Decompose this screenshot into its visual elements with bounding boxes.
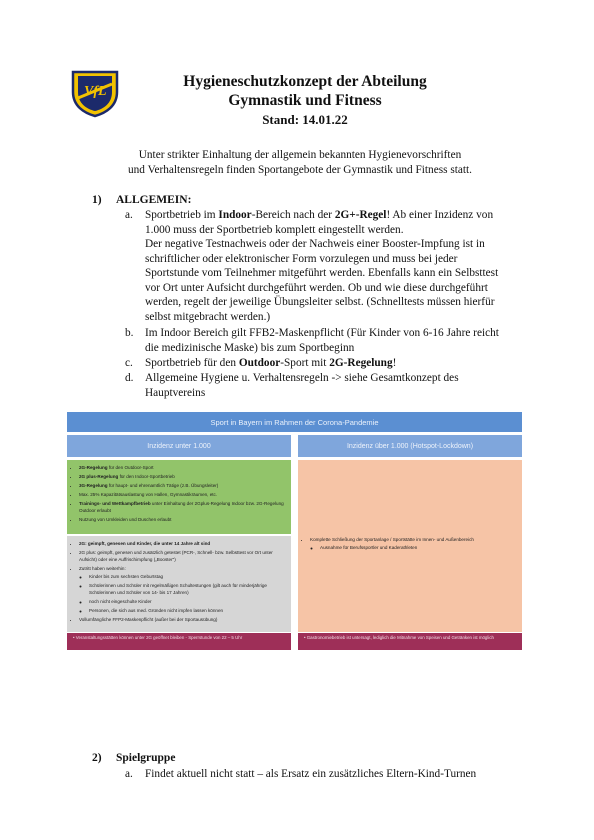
- rule-bold: 2G-Regelung: [79, 465, 108, 470]
- intro-line-2: und Verhaltensregeln finden Sportangebote der Gymnastik und Fitness statt.: [128, 163, 472, 176]
- rule-text: unter Einhaltung der 2Gplus-Regelung Indoor bzw. 2G-Regelung Outdoor erlaubt: [79, 501, 284, 513]
- rule-item: [310, 536, 516, 551]
- rule-bold: 2G plus-Regelung: [79, 474, 119, 479]
- list-marker: d.: [125, 372, 134, 384]
- text: ! Ab einer Inzidenz von: [386, 209, 494, 221]
- svg-text:VfL: VfL: [84, 84, 107, 99]
- rule-item: [79, 473, 285, 480]
- rule-text: Komplette Schließung der Sportanlage / Sportstätte im Innen- und Außenbereich: [310, 537, 474, 542]
- header-incidence-above: Inzidenz über 1.000 (Hotspot-Lockdown): [298, 435, 522, 457]
- text-line: schriftlicher oder elektronischer Form vorzulegen und muss bei jeder: [145, 252, 458, 265]
- outdoor-bold: Outdoor: [238, 357, 281, 369]
- sub-rule-item: ◦ Kinder bis zum sechsten Geburtstag: [89, 573, 285, 580]
- rule-item: • Vollumfängliche FFP2-Maskenpflicht (außer bei der Sportausübung): [79, 616, 285, 623]
- rule-text: für den Indoor-Sportbetrieb: [118, 474, 175, 479]
- intro-line-1: Unter strikter Einhaltung der allgemein bekannten Hygienevorschriften: [138, 149, 462, 161]
- section-1-number: 1): [92, 194, 102, 206]
- list-marker: b.: [125, 327, 134, 339]
- green-rules-box: [67, 460, 291, 534]
- text-line: 1.000 muss der Sportbetrieb komplett eingestellt werden.: [145, 223, 404, 236]
- list-item-spielgruppe-a: [125, 767, 545, 782]
- infographic-title: Sport in Bayern im Rahmen der Corona-Pandemie: [67, 412, 522, 432]
- sub-rule-item: ◦ Schülerinnen und Schüler mit regelmäßigen Schultestungen (gilt auch für minderjährige Schülerinnen und Schüler von 14- bis 17 Jahren): [89, 582, 285, 596]
- section-2-title: Spielgruppe: [116, 752, 176, 764]
- text: -Bereich nach der: [251, 209, 335, 221]
- footer-text: Gastronomiebetrieb ist untersagt, lediglich die Mitnahme von Speisen und Getränken ist möglich: [306, 635, 494, 640]
- section-1-title: ALLGEMEIN:: [116, 194, 192, 206]
- rule-text: 2G plus: geimpft, genesen und zusätzlich getestet (PCR-, Schnell- bzw. Selbsttest vor Ort unter Aufsicht) oder eine Auffrischimpfung („Booster"): [79, 550, 273, 562]
- grey-rules-box: [67, 536, 291, 632]
- section-2-number: 2): [92, 752, 102, 764]
- text-line: Hauptvereins: [145, 386, 206, 399]
- rule-item: [79, 549, 285, 563]
- section-1-heading: [92, 194, 191, 206]
- footer-text: Veranstaltungsstätten können unter 2G geöffnet bleiben - Sperrstunde von 22 – 5 Uhr: [75, 635, 243, 640]
- 2g-plus-bold: 2G+-Regel: [334, 209, 387, 221]
- text-line: Im Indoor Bereich gilt FFB2-Maskenpflicht (Für Kinder von 6-16 Jahre reicht: [145, 327, 499, 339]
- lockdown-box: [298, 460, 522, 632]
- text: !: [392, 357, 397, 369]
- list-item-c: [125, 356, 545, 371]
- rule-item: [79, 491, 285, 498]
- header-incidence-below: Inzidenz unter 1.000: [67, 435, 291, 457]
- rule-item: [79, 500, 285, 514]
- list-item-b: [125, 326, 545, 355]
- title-line-1: Hygieneschutzkonzept der Abteilung: [183, 73, 427, 90]
- footer-right: • Gastronomiebetrieb ist untersagt, lediglich die Mitnahme von Speisen und Getränken ist möglich: [298, 633, 522, 650]
- stand-date: Stand: 14.01.22: [262, 112, 348, 127]
- text-line: vor Ort unter Aufsicht durchgeführt werden. Ob und wie diese durchgeführt: [145, 281, 488, 294]
- list-item-a: [125, 208, 545, 324]
- list-marker: a.: [125, 209, 133, 221]
- indoor-bold: Indoor: [218, 209, 252, 221]
- rule-bold: Trainings- und Wettkampfbetrieb: [79, 501, 151, 506]
- rule-item: [79, 565, 285, 614]
- rule-text: für haupt- und ehrenamtlich Tätige (z.B. Übungsleiter): [107, 483, 219, 488]
- list-marker: c.: [125, 357, 133, 369]
- 2g-bold: 2G-Regelung: [329, 357, 393, 369]
- sub-rule-item: ◦ Ausnahme für Berufssportler und Kaderathleten: [320, 544, 516, 551]
- text: -Sport mit: [280, 357, 330, 369]
- rule-text: Nutzung von Umkleiden und Duschen erlaubt: [79, 517, 172, 522]
- text: Sportbetrieb für den: [145, 357, 239, 369]
- rule-text: für den Outdoor-Sport: [107, 465, 154, 470]
- intro-paragraph: [60, 148, 540, 177]
- corona-infographic: [67, 412, 522, 650]
- rule-item: [79, 482, 285, 489]
- list-item-d: [125, 371, 545, 400]
- rule-item: [79, 516, 285, 523]
- text-line: selbst mitgebracht werden.): [145, 310, 271, 323]
- title-line-2: Gymnastik und Fitness: [228, 92, 382, 109]
- text-line: die medizinische Maske) bis zum Sportbeginn: [145, 341, 355, 354]
- text-line: werden, regelt der jeweilige Übungsleiter selbst. (Schnelltests müssen hierfür: [145, 296, 495, 308]
- list-marker: a.: [125, 768, 133, 780]
- footer-left: • Veranstaltungsstätten können unter 2G geöffnet bleiben - Sperrstunde von 22 – 5 Uhr: [67, 633, 291, 650]
- rule-item: [79, 540, 285, 547]
- sub-rule-item: ◦ Personen, die sich aus med. Gründen nicht impfen lassen können: [89, 607, 285, 614]
- text-line: Allgemeine Hygiene u. Verhaltensregeln -> siehe Gesamtkonzept des: [145, 372, 459, 384]
- text: Sportbetrieb im: [145, 209, 219, 221]
- text-line: Findet aktuell nicht statt – als Ersatz ein zusätzliches Eltern-Kind-Turnen: [145, 768, 477, 780]
- rule-bold: 3G-Regelung: [79, 483, 108, 488]
- section-2-heading: [92, 752, 175, 764]
- rule-item: [79, 464, 285, 471]
- sub-rule-item: ◦ noch nicht eingeschulte Kinder: [89, 598, 285, 605]
- text-line: Sportstunde vom Teilnehmer mitgeführt werden. Ebenfalls kann ein Selbsttest: [145, 267, 499, 279]
- club-logo: [70, 68, 120, 118]
- rule-text: Max. 25% Kapazitätsauslastung von Hallen, Gymnastikräumen, etc.: [79, 492, 218, 497]
- rule-text: Zutritt haben weiterhin:: [79, 566, 126, 571]
- text-line: Der negative Testnachweis oder der Nachweis einer Booster-Impfung ist in: [145, 238, 485, 250]
- rule-bold: 2G: geimpft, genesen und Kinder, die unter 14 Jahre alt sind: [79, 541, 211, 546]
- document-title: [135, 72, 475, 129]
